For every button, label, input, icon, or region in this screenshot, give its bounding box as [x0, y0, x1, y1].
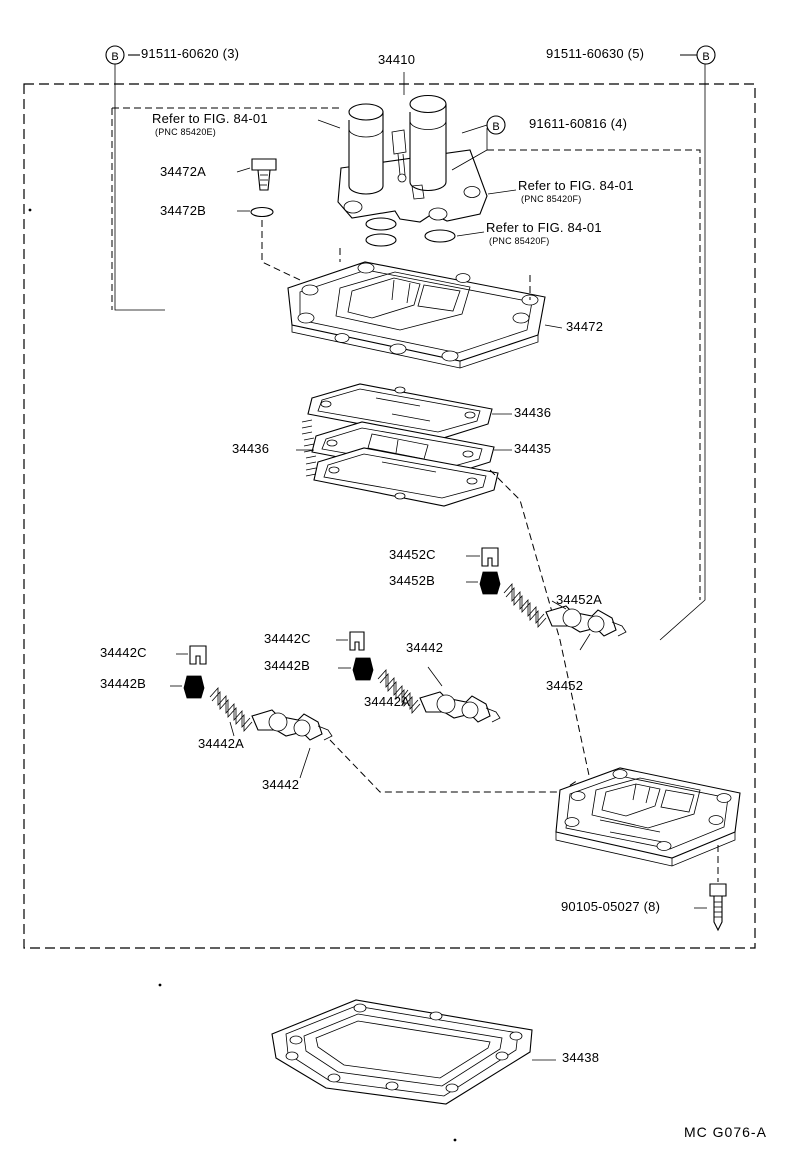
part-label-34442-mid: 34442	[406, 640, 444, 655]
bolt-90105-05027	[710, 884, 726, 930]
retainer-34442B-left	[184, 676, 204, 698]
solenoid-assembly-34410	[338, 96, 487, 223]
refer-note-3-title: Refer to FIG. 84-01	[486, 220, 602, 235]
clip-34442C-left	[190, 646, 206, 664]
oring-2	[366, 234, 396, 246]
part-label-34442B-mid: 34442B	[264, 658, 311, 673]
oring-1	[366, 218, 396, 230]
part-label-34452: 34452	[546, 678, 584, 693]
callout-90105-05027: 90105-05027 (8)	[561, 899, 661, 914]
refer-note-2-title: Refer to FIG. 84-01	[518, 178, 634, 193]
svg-text:B: B	[111, 51, 119, 63]
part-label-34472: 34472	[566, 319, 604, 334]
part-label-34442B-left: 34442B	[100, 676, 147, 691]
svg-text:B: B	[492, 121, 500, 133]
part-label-34472B: 34472B	[160, 203, 207, 218]
figure-footer-code: MC G076-A	[684, 1124, 767, 1140]
refer-note-1-pnc: (PNC 85420E)	[155, 127, 216, 137]
part-label-34442A-mid: 34442A	[364, 694, 411, 709]
callout-91511-60620: 91511-60620 (3)	[141, 46, 240, 61]
gasket-34438	[272, 1000, 532, 1104]
part-label-34452A: 34452A	[556, 592, 603, 607]
callout-91511-60630: 91511-60630 (5)	[546, 46, 645, 61]
part-label-34442C-left: 34442C	[100, 645, 147, 660]
clip-34452C	[482, 548, 498, 566]
retainer-34452B	[480, 572, 500, 594]
part-label-34442-left: 34442	[262, 777, 300, 792]
retainer-34442B-mid	[353, 658, 373, 680]
valve-body-34472	[288, 262, 545, 368]
part-label-34438: 34438	[562, 1050, 600, 1065]
clip-34442C-mid	[350, 632, 364, 650]
part-label-34410: 34410	[378, 52, 416, 67]
part-label-34436-lower: 34436	[232, 441, 270, 456]
bolt-34472A	[252, 159, 276, 190]
valve-34442-assembly-left	[210, 688, 332, 740]
part-label-34442C-mid: 34442C	[264, 631, 311, 646]
part-label-34452C: 34452C	[389, 547, 436, 562]
part-label-34452B: 34452B	[389, 573, 436, 588]
marker-b-right	[697, 46, 715, 64]
callout-91611-60816: 91611-60816 (4)	[529, 116, 628, 131]
marker-b-mid	[487, 116, 505, 134]
leader-91511-60620	[115, 64, 165, 310]
oring-3	[425, 230, 455, 242]
marker-b-left	[106, 46, 124, 64]
svg-text:B: B	[702, 51, 710, 63]
part-label-34436-upper: 34436	[514, 405, 552, 420]
part-label-34442A-left: 34442A	[198, 736, 245, 751]
part-label-34435: 34435	[514, 441, 552, 456]
refer-note-3-pnc: (PNC 85420F)	[489, 236, 550, 246]
part-label-34472A: 34472A	[160, 164, 207, 179]
oring-34472B	[251, 208, 273, 217]
refer-note-2-pnc: (PNC 85420F)	[521, 194, 582, 204]
refer-note-1-title: Refer to FIG. 84-01	[152, 111, 268, 126]
valve-body-lower	[556, 768, 740, 866]
